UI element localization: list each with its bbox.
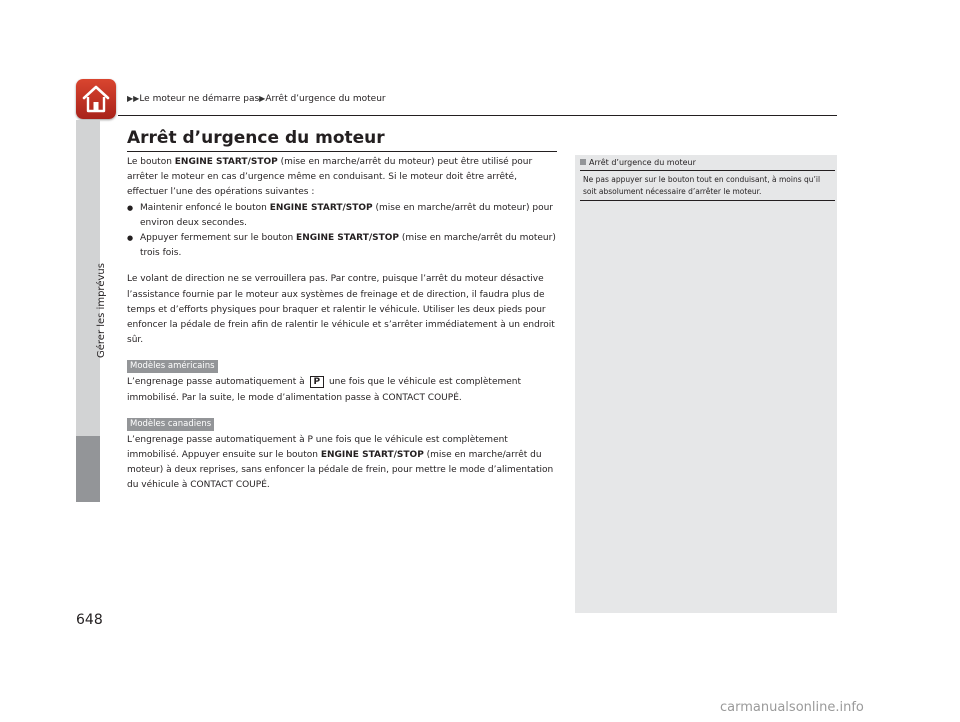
page-number: 648 [76,612,103,628]
watermark: carmanualsonline.info [720,700,864,715]
list-item-text: (mise en marche/arrêt du moteur) pour environ deux secondes. [140,202,553,228]
note-title [580,158,696,167]
ca-models-text: L’engrenage passe automatiquement à P une fois que le véhicule est complètement immobilisé. Appuyer ensuite sur le bouton [127,434,508,461]
list-item [127,201,559,231]
spacer [127,261,559,272]
breadcrumb-arrow-icon: ▶▶ [127,94,140,103]
page-title: Arrêt d’urgence du moteur [127,128,385,148]
note-title-text: Arrêt d’urgence du moteur [589,158,696,167]
note-panel [575,155,837,613]
park-key-icon: P [310,376,325,388]
breadcrumb-link-engine-wont-start[interactable]: Le moteur ne démarre pas [139,94,260,104]
list-item-button-name: ENGINE START/STOP [269,202,373,213]
intro-text: Le bouton [127,157,175,167]
side-tab-label: Gérer les imprévus [96,263,107,358]
list-item-text: Maintenir enfoncé le bouton [140,202,270,213]
breadcrumb-arrow-icon: ▶ [259,94,266,103]
side-tab-active-marker[interactable] [76,436,100,502]
list-item-button-name: ENGINE START/STOP [296,233,399,244]
ca-models-text: (mise en marche/arrêt du moteur) à deux reprises, sans enfoncer la pédale de frein, pour mettre le mode d’alimentation du véhicule à CONTACT COUPÉ. [127,450,554,491]
us-models-tag: Modèles américains [127,360,218,373]
list-item [127,231,559,261]
option-list [127,201,559,262]
us-models-text: L’engrenage passe automatiquement à [127,377,308,388]
breadcrumb [127,94,386,104]
header-rule [118,115,837,116]
home-icon [82,84,110,114]
note-marker-icon [580,159,586,165]
ca-models-paragraph [127,433,559,494]
home-button[interactable] [76,79,116,119]
steering-paragraph: Le volant de direction ne se verrouillera pas. Par contre, puisque l’arrêt du moteur désactive l’assistance fournie par le moteur aux systèmes de freinage et de direction, il faudra plus de temps et d’efforts physiques pour braquer et ralentir le véhicule. Utiliser les deux pieds pour enfoncer la pédale de frein afin de ralentir le véhicule et s’arrêter immédiatement à un endroit sûr. [127,274,555,346]
title-rule [127,151,557,152]
note-bottom-rule [580,200,835,201]
breadcrumb-current: Arrêt d’urgence du moteur [265,94,386,104]
intro-text: (mise en marche/arrêt du moteur) peut être utilisé pour arrêter le moteur en cas d’urgence même en conduisant. Si le moteur doit être arrêté, effectuer l’une des opérations suivantes : [127,157,533,198]
main-content [127,155,559,494]
note-rule [580,170,835,171]
us-models-paragraph [127,375,559,405]
note-body: Ne pas appuyer sur le bouton tout en conduisant, à moins qu’il soit absolument nécessaire d’arrêter le moteur. [583,175,821,196]
ca-models-button-name: ENGINE START/STOP [320,450,424,461]
intro-paragraph [127,155,559,201]
intro-button-name: ENGINE START/STOP [174,157,278,167]
us-models-text: une fois que le véhicule est complètement immobilisé. Par la suite, le mode d’alimentation passe à CONTACT COUPÉ. [127,377,522,403]
list-item-text: Appuyer fermement sur le bouton [140,233,297,244]
ca-models-tag: Modèles canadiens [127,418,214,431]
list-item-text: (mise en marche/arrêt du moteur) trois fois. [140,233,556,259]
